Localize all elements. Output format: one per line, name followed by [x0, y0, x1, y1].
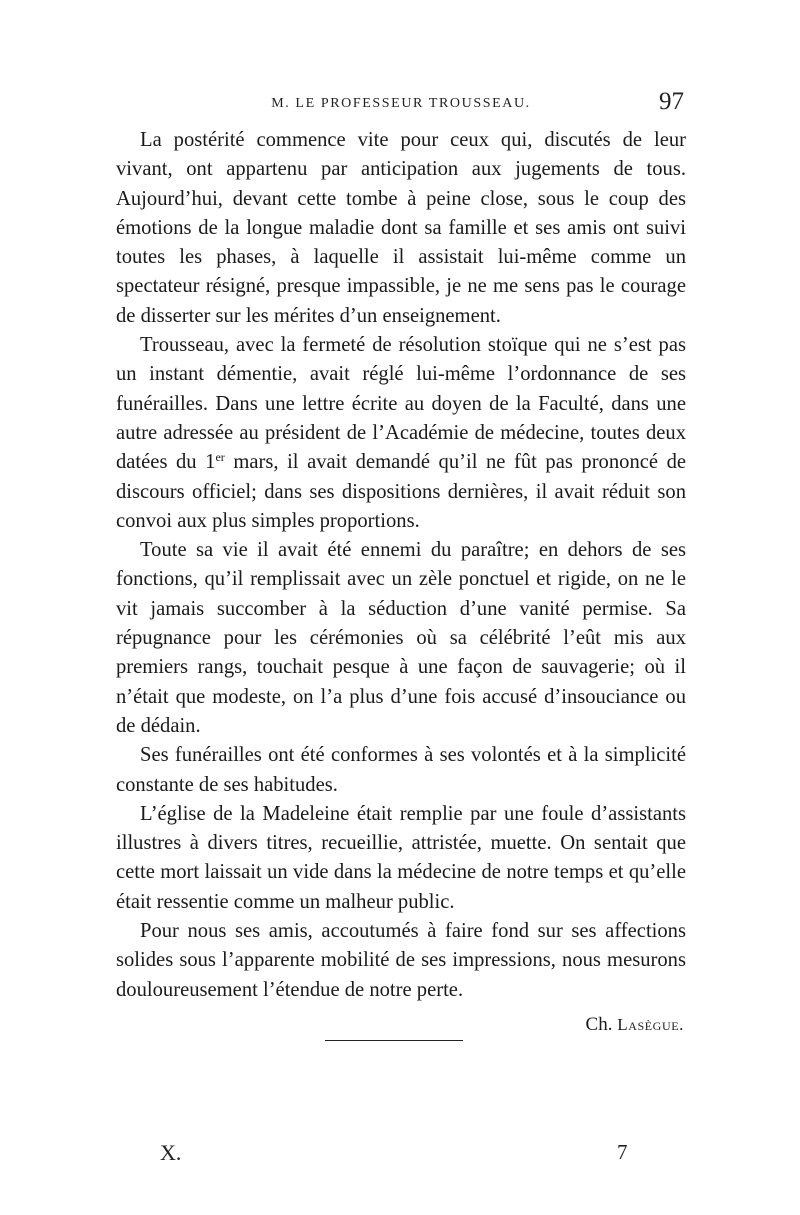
gathering-signature-mark: X.	[160, 1140, 182, 1165]
paragraph: Ses funérailles ont été conformes à ses volontés et à la simplicité constante de ses habitudes.	[116, 744, 686, 796]
date-superscript: er	[215, 450, 225, 465]
paragraph: L’église de la Madeleine était remplie par une foule d’assistants illustres à divers titres, recueillie, attristée, muette. On sentait que cette mort laissait un vide dans la médecine de notre temps et qu’elle était ressentie comme un malheur public.	[116, 802, 686, 913]
section-rule	[325, 1040, 463, 1041]
date-number: 1	[205, 451, 216, 474]
paragraph: Pour nous ses amis, accoutumés à faire fond sur ses affections solides sous l’apparente mobilité de ses impressions, nous mesurons douloureusement l’étendue de notre perte.	[116, 920, 686, 1001]
paragraph-text: Trousseau, avec la fermeté de résolution stoïque qui ne s’est pas un instant démentie, avait réglé lui-même l’ordonnance de ses funérailles. Dans une lettre écrite au doyen de la Faculté,	[116, 334, 686, 415]
signature-initials: Ch.	[585, 1013, 613, 1035]
page-number: 97	[659, 88, 684, 115]
body-text	[116, 126, 686, 1039]
paragraph	[116, 331, 686, 536]
paragraph-text: dans une autre adressée au président de l’Académie de médecine, toutes deux datées du	[116, 392, 686, 474]
paragraph: Toute sa vie il avait été ennemi du paraître; en dehors de ses fonctions, qu’il remplissait avec un zèle ponctuel et rigide, on ne le vit jamais succomber à la séduction d’une vanité permise. Sa répugnance pour les cérémonies où sa célébrité l’eût mis aux premiers rangs, touchait pesque à une façon de sauvagerie; où il n’était que modeste, on l’a plus d’une fois accusé d’insouciance ou de dédain.	[116, 539, 686, 737]
paragraph-text: mars, il avait demandé qu’il ne fût pas prononcé de discours officiel; dans ses dispositions dernières, il avait réduit son convoi aux plus simples proportions.	[116, 451, 687, 532]
signature-surname: Lasègue.	[617, 1014, 684, 1034]
paragraph: La postérité commence vite pour ceux qui, discutés de leur vivant, ont appartenu par anticipation aux jugements de tous. Aujourd’hui, devant cette tombe à peine close, sous le coup des émotions de la longue maladie dont sa famille et ses amis ont suivi toutes les phases, à laquelle il assistait lui-même comme un spectateur résigné, presque impassible, je ne me sens pas le courage de disserter sur les mérites d’un enseignement.	[116, 129, 686, 327]
running-head	[116, 88, 686, 118]
gathering-signature-number: 7	[617, 1140, 628, 1164]
running-title: M. LE PROFESSEUR TROUSSEAU.	[271, 96, 531, 111]
author-signature	[116, 1010, 684, 1039]
